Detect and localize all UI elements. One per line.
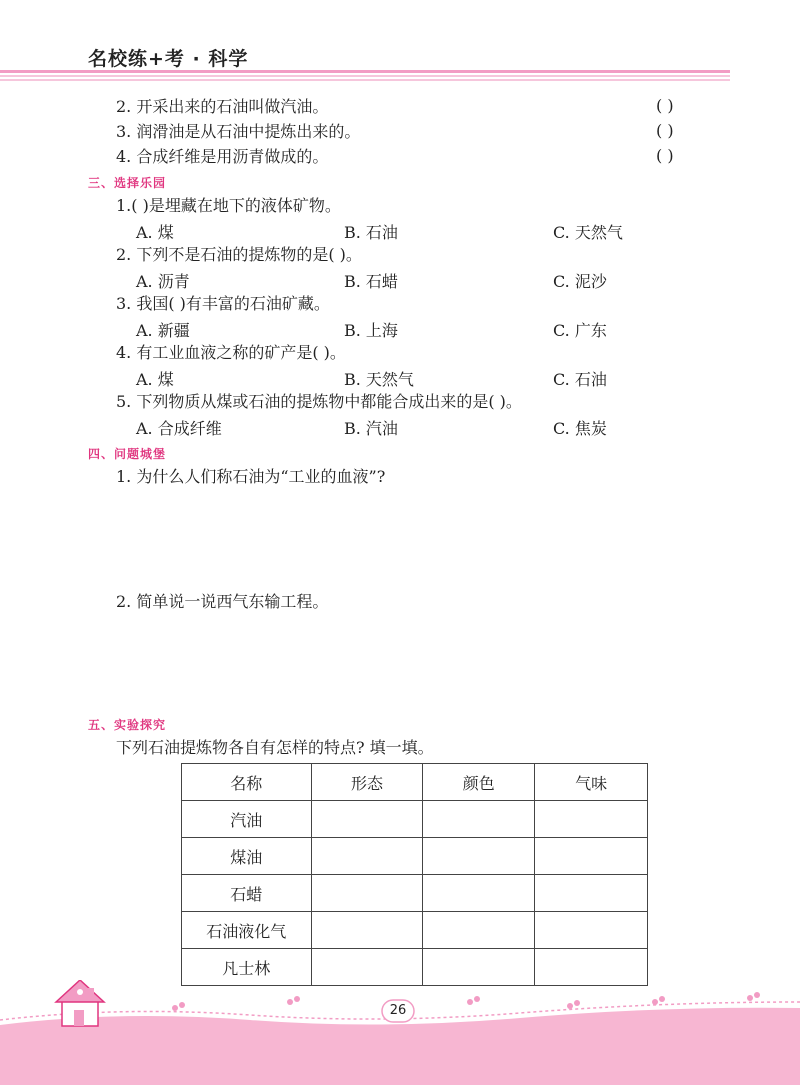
exp-prompt: 下列石油提炼物各自有怎样的特点? 填一填。 [116, 738, 434, 757]
choice-option[interactable]: C. 广东 [553, 321, 607, 340]
choice-option[interactable]: C. 焦炭 [553, 419, 607, 438]
table-row [182, 912, 648, 949]
table-header-row [182, 764, 648, 801]
choice-option[interactable]: A. 煤 [136, 370, 174, 389]
section-exp-heading: 五、实验探究 [88, 718, 167, 732]
table-row-label: 汽油 [182, 801, 312, 838]
qa-question-1: 1. 为什么人们称石油为“工业的血液”? [116, 467, 386, 486]
table-row-label: 凡士林 [182, 949, 312, 986]
table-row [182, 875, 648, 912]
page-number: 26 [389, 1003, 407, 1018]
choice-option[interactable]: C. 泥沙 [553, 272, 607, 291]
table-header-cell: 颜色 [423, 764, 535, 801]
house-icon [56, 980, 104, 1026]
table-cell-blank[interactable] [535, 838, 648, 875]
qa-question-2: 2. 简单说一说西气东输工程。 [116, 592, 329, 611]
choice-question-5: 5. 下列物质从煤或石油的提炼物中都能合成出来的是( )。 [116, 392, 522, 411]
table-cell-blank[interactable] [535, 912, 648, 949]
choice-option[interactable]: B. 石蜡 [344, 272, 398, 291]
table-cell-blank[interactable] [535, 875, 648, 912]
table-cell-blank[interactable] [311, 801, 423, 838]
choice-question-3: 3. 我国( )有丰富的石油矿藏。 [116, 294, 330, 313]
choice-option[interactable]: A. 沥青 [136, 272, 190, 291]
tf-item-3: 3. 润滑油是从石油中提炼出来的。 [116, 122, 361, 141]
section-choice-heading: 三、选择乐园 [88, 176, 167, 190]
choice-option[interactable]: B. 天然气 [344, 370, 414, 389]
choice-option[interactable]: A. 煤 [136, 223, 174, 242]
choice-option[interactable]: B. 汽油 [344, 419, 398, 438]
table-cell-blank[interactable] [423, 912, 535, 949]
table-cell-blank[interactable] [535, 801, 648, 838]
table-cell-blank[interactable] [311, 875, 423, 912]
choice-option[interactable]: C. 天然气 [553, 223, 623, 242]
tf-answer-3[interactable]: ( ) [656, 121, 674, 140]
choice-option[interactable]: A. 合成纤维 [136, 419, 222, 438]
table-cell-blank[interactable] [423, 801, 535, 838]
tf-answer-2[interactable]: ( ) [656, 96, 674, 115]
footer-decoration [0, 980, 800, 1085]
tf-item-4: 4. 合成纤维是用沥青做成的。 [116, 147, 329, 166]
choice-question-2: 2. 下列不是石油的提炼物的是( )。 [116, 245, 362, 264]
tf-item-2: 2. 开采出来的石油叫做汽油。 [116, 97, 329, 116]
table-row-label: 煤油 [182, 838, 312, 875]
table-cell-blank[interactable] [423, 875, 535, 912]
table-header-cell: 气味 [535, 764, 648, 801]
choice-option[interactable]: B. 石油 [344, 223, 398, 242]
table-row [182, 801, 648, 838]
header-stripes [0, 68, 730, 84]
choice-question-4: 4. 有工业血液之称的矿产是( )。 [116, 343, 346, 362]
choice-option[interactable]: A. 新疆 [136, 321, 190, 340]
table-cell-blank[interactable] [311, 838, 423, 875]
choice-question-1: 1.( )是埋藏在地下的液体矿物。 [116, 196, 341, 215]
table-header-cell: 名称 [182, 764, 312, 801]
table-header-cell: 形态 [311, 764, 423, 801]
section-qa-heading: 四、问题城堡 [88, 447, 167, 461]
table-cell-blank[interactable] [423, 838, 535, 875]
table-row-label: 石油液化气 [182, 912, 312, 949]
table-row-label: 石蜡 [182, 875, 312, 912]
tf-answer-4[interactable]: ( ) [656, 146, 674, 165]
header-title: 名校练+考 · 科学 [88, 48, 249, 70]
table-row [182, 838, 648, 875]
choice-option[interactable]: B. 上海 [344, 321, 398, 340]
exp-table [181, 763, 648, 986]
table-cell-blank[interactable] [311, 912, 423, 949]
choice-option[interactable]: C. 石油 [553, 370, 607, 389]
